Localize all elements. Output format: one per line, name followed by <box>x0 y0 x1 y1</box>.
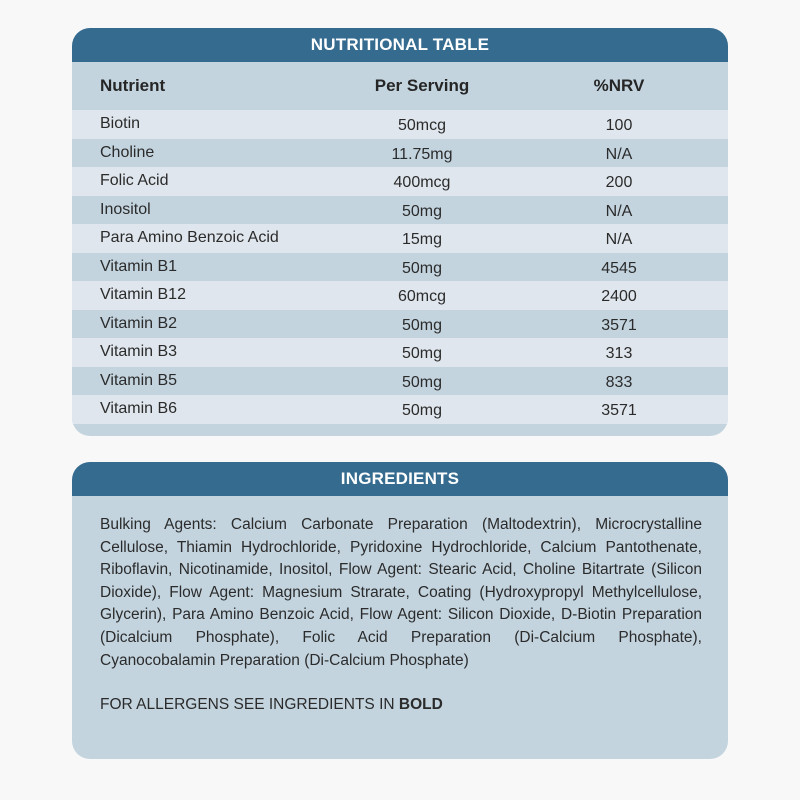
allergen-note <box>100 694 702 717</box>
table-row <box>72 196 728 225</box>
table-row <box>72 395 728 424</box>
per-serving-cell: 11.75mg <box>391 145 453 163</box>
table-row <box>72 224 728 253</box>
per-serving-cell: 15mg <box>401 231 443 249</box>
table-row <box>72 253 728 282</box>
column-header-nutrient: Nutrient <box>100 76 166 95</box>
allergen-note-text: FOR ALLERGENS SEE INGREDIENTS IN <box>100 696 399 714</box>
table-row <box>72 310 728 339</box>
table-row <box>72 167 728 196</box>
table-row <box>72 367 728 396</box>
ingredients-list-text: Bulking Agents: Calcium Carbonate Preparation (Maltodextrin), Microcrystalline Cellulose, Thiamin Hydrochloride, Pyridoxine Hydrochloride, Calcium Pantothenate, Riboflavin, Nicotinamide, Inositol, Flow Agent: Stearic Acid, Choline Bitartrate (Silicon Dioxide), Flow Agent: Magnesium Strarate, Coating (Hydroxypropyl Methylcellulose, Glycerin), Para Amino Benzoic Acid, Flow Agent: Silicon Dioxide, D-Biotin Preparation (Dicalcium Phosphate), Folic Acid Preparation (Di-Calcium Phosphate), Cyanocobalamin Preparation (Di-Calcium Phosphate) <box>100 516 702 669</box>
ingredients-title: INGREDIENTS <box>72 462 728 496</box>
ingredients-body <box>72 496 728 717</box>
per-serving-cell: 50mg <box>401 402 443 420</box>
per-serving-cell: 50mg <box>401 202 443 220</box>
nutrient-cell: Para Amino Benzoic Acid <box>100 229 279 247</box>
nutrient-cell: Folic Acid <box>100 172 169 190</box>
nutrient-cell: Inositol <box>100 200 151 218</box>
table-row <box>72 281 728 310</box>
table-row <box>72 338 728 367</box>
nutrient-cell: Vitamin B1 <box>100 257 178 275</box>
table-body <box>72 110 728 424</box>
nrv-cell: 3571 <box>601 402 637 420</box>
nrv-cell: 313 <box>605 345 633 363</box>
nrv-cell: 4545 <box>601 259 637 277</box>
column-header-nrv: %NRV <box>593 76 645 95</box>
per-serving-cell: 50mg <box>401 345 443 363</box>
per-serving-cell: 50mg <box>401 373 443 391</box>
per-serving-cell: 60mcg <box>397 288 447 306</box>
nrv-cell: 3571 <box>601 316 637 334</box>
per-serving-cell: 50mcg <box>397 117 447 135</box>
nrv-cell: N/A <box>605 231 633 249</box>
nutritional-table-title: NUTRITIONAL TABLE <box>72 28 728 62</box>
nutrient-cell: Choline <box>100 143 155 161</box>
column-header-per-serving: Per Serving <box>374 76 470 95</box>
nutrient-cell: Vitamin B2 <box>100 314 178 332</box>
nrv-cell: 2400 <box>601 288 637 306</box>
nrv-cell: 833 <box>605 373 633 391</box>
per-serving-cell: 400mcg <box>393 174 451 192</box>
nrv-cell: N/A <box>605 202 633 220</box>
nrv-cell: N/A <box>605 145 633 163</box>
table-row <box>72 110 728 139</box>
nrv-cell: 200 <box>605 174 633 192</box>
nutrient-cell: Vitamin B6 <box>100 400 178 418</box>
per-serving-cell: 50mg <box>401 316 443 334</box>
nutrient-cell: Biotin <box>100 115 141 133</box>
nutrient-cell: Vitamin B12 <box>100 286 186 304</box>
nutrient-cell: Vitamin B5 <box>100 371 178 389</box>
nutritional-table-panel <box>72 28 728 436</box>
ingredients-panel <box>72 462 728 759</box>
per-serving-cell: 50mg <box>401 259 443 277</box>
table-header-row <box>72 62 728 110</box>
nutrient-cell: Vitamin B3 <box>100 343 178 361</box>
nrv-cell: 100 <box>605 117 633 135</box>
allergen-note-bold: BOLD <box>398 696 443 714</box>
table-row <box>72 139 728 168</box>
